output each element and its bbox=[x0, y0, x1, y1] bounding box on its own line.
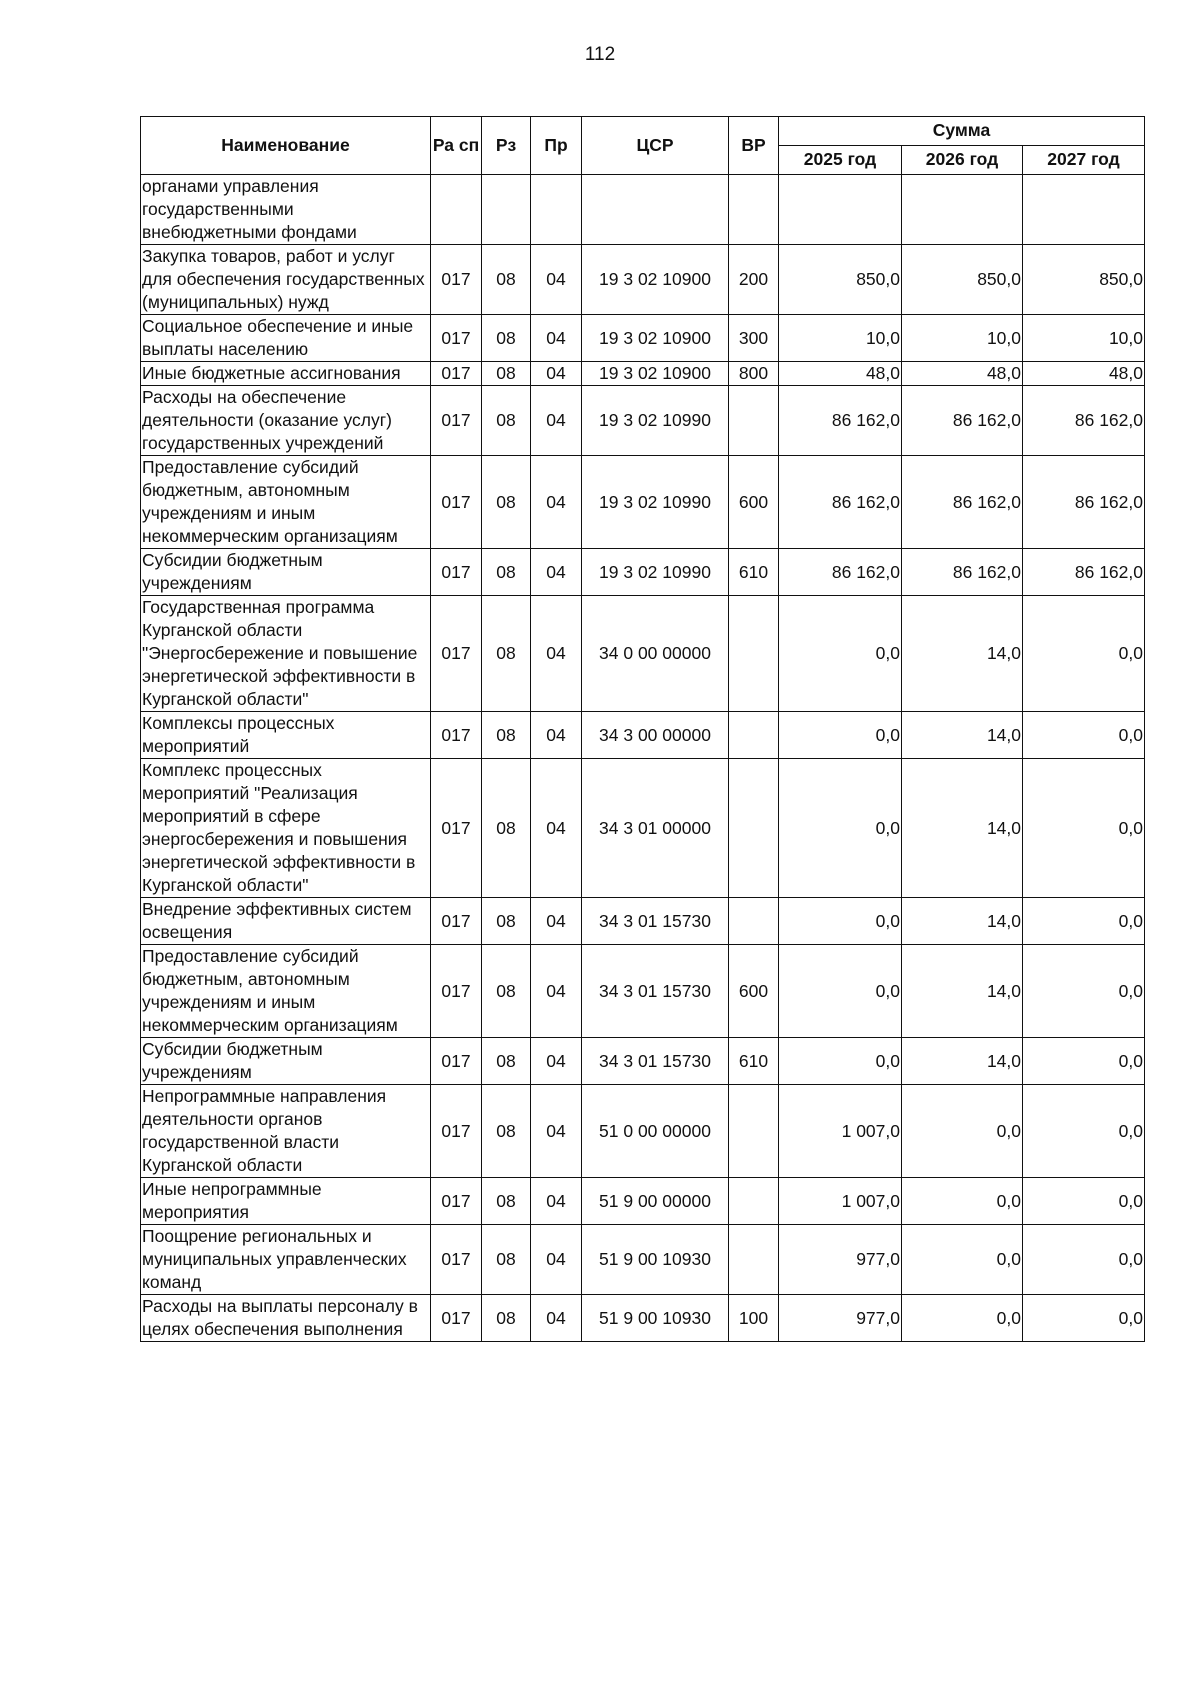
cell-name: Иные бюджетные ассигнования bbox=[141, 362, 431, 386]
cell-amount-2026 bbox=[902, 175, 1023, 245]
cell-amount-2026: 14,0 bbox=[902, 1038, 1023, 1085]
cell-pr: 04 bbox=[531, 596, 582, 712]
cell-amount-2025: 0,0 bbox=[779, 898, 902, 945]
cell-csr: 34 0 00 00000 bbox=[582, 596, 729, 712]
cell-csr: 51 9 00 00000 bbox=[582, 1178, 729, 1225]
cell-amount-2025: 86 162,0 bbox=[779, 549, 902, 596]
cell-amount-2025: 0,0 bbox=[779, 759, 902, 898]
cell-amount-2026: 0,0 bbox=[902, 1085, 1023, 1178]
cell-amount-2027: 86 162,0 bbox=[1023, 549, 1145, 596]
cell-name: Социальное обеспечение и иные выплаты населению bbox=[141, 315, 431, 362]
cell-amount-2026: 0,0 bbox=[902, 1225, 1023, 1295]
cell-amount-2027: 0,0 bbox=[1023, 898, 1145, 945]
cell-amount-2025: 86 162,0 bbox=[779, 456, 902, 549]
cell-vr bbox=[729, 1225, 779, 1295]
cell-rasp: 017 bbox=[431, 1178, 482, 1225]
cell-pr bbox=[531, 175, 582, 245]
cell-amount-2027: 86 162,0 bbox=[1023, 386, 1145, 456]
cell-name: Внедрение эффективных систем освещения bbox=[141, 898, 431, 945]
cell-amount-2027: 0,0 bbox=[1023, 1178, 1145, 1225]
cell-csr: 51 9 00 10930 bbox=[582, 1225, 729, 1295]
cell-amount-2027: 0,0 bbox=[1023, 1085, 1145, 1178]
header-year-2026: 2026 год bbox=[902, 146, 1023, 175]
header-name: Наименование bbox=[141, 117, 431, 175]
cell-amount-2025: 850,0 bbox=[779, 245, 902, 315]
cell-amount-2025: 48,0 bbox=[779, 362, 902, 386]
table-row bbox=[141, 175, 1145, 245]
cell-name: Непрограммные направления деятельности органов государственной власти Курганской области bbox=[141, 1085, 431, 1178]
cell-rz: 08 bbox=[482, 1178, 531, 1225]
cell-csr: 34 3 00 00000 bbox=[582, 712, 729, 759]
cell-csr: 34 3 01 15730 bbox=[582, 898, 729, 945]
cell-amount-2025: 0,0 bbox=[779, 1038, 902, 1085]
cell-rz: 08 bbox=[482, 898, 531, 945]
header-vr: ВР bbox=[729, 117, 779, 175]
cell-amount-2026: 86 162,0 bbox=[902, 549, 1023, 596]
cell-rz: 08 bbox=[482, 315, 531, 362]
cell-name: Закупка товаров, работ и услуг для обеспечения государственных (муниципальных) нужд bbox=[141, 245, 431, 315]
header-rasp: Ра сп bbox=[431, 117, 482, 175]
table-row bbox=[141, 1085, 1145, 1178]
cell-rasp: 017 bbox=[431, 712, 482, 759]
cell-vr: 300 bbox=[729, 315, 779, 362]
header-csr: ЦСР bbox=[582, 117, 729, 175]
table-body bbox=[141, 175, 1145, 1342]
cell-pr: 04 bbox=[531, 245, 582, 315]
cell-csr: 19 3 02 10990 bbox=[582, 549, 729, 596]
table-row bbox=[141, 1038, 1145, 1085]
cell-amount-2026: 14,0 bbox=[902, 898, 1023, 945]
cell-amount-2027: 0,0 bbox=[1023, 759, 1145, 898]
cell-name: Расходы на выплаты персоналу в целях обеспечения выполнения bbox=[141, 1295, 431, 1342]
cell-rz: 08 bbox=[482, 362, 531, 386]
cell-rasp: 017 bbox=[431, 1295, 482, 1342]
header-rz: Рз bbox=[482, 117, 531, 175]
cell-pr: 04 bbox=[531, 1038, 582, 1085]
cell-rz: 08 bbox=[482, 759, 531, 898]
cell-amount-2025: 0,0 bbox=[779, 945, 902, 1038]
cell-rasp: 017 bbox=[431, 596, 482, 712]
cell-rasp: 017 bbox=[431, 1038, 482, 1085]
cell-amount-2025 bbox=[779, 175, 902, 245]
cell-vr: 600 bbox=[729, 456, 779, 549]
cell-vr: 800 bbox=[729, 362, 779, 386]
table-row bbox=[141, 898, 1145, 945]
cell-rasp: 017 bbox=[431, 759, 482, 898]
cell-amount-2027: 0,0 bbox=[1023, 1295, 1145, 1342]
cell-rz bbox=[482, 175, 531, 245]
table-row bbox=[141, 1295, 1145, 1342]
cell-rasp: 017 bbox=[431, 245, 482, 315]
header-pr: Пр bbox=[531, 117, 582, 175]
cell-amount-2027 bbox=[1023, 175, 1145, 245]
cell-amount-2025: 977,0 bbox=[779, 1225, 902, 1295]
cell-csr: 19 3 02 10990 bbox=[582, 386, 729, 456]
budget-table bbox=[140, 116, 1145, 1342]
cell-vr: 610 bbox=[729, 1038, 779, 1085]
table-row bbox=[141, 1178, 1145, 1225]
cell-amount-2026: 14,0 bbox=[902, 759, 1023, 898]
cell-amount-2027: 0,0 bbox=[1023, 712, 1145, 759]
table-row bbox=[141, 945, 1145, 1038]
cell-amount-2027: 0,0 bbox=[1023, 1225, 1145, 1295]
table-row bbox=[141, 315, 1145, 362]
cell-name: Комплексы процессных мероприятий bbox=[141, 712, 431, 759]
table-row bbox=[141, 245, 1145, 315]
cell-csr: 19 3 02 10990 bbox=[582, 456, 729, 549]
cell-amount-2025: 0,0 bbox=[779, 596, 902, 712]
cell-vr bbox=[729, 1085, 779, 1178]
cell-name: Комплекс процессных мероприятий "Реализация мероприятий в сфере энергосбережения и повышения энергетической эффективности в Курганской области" bbox=[141, 759, 431, 898]
cell-pr: 04 bbox=[531, 945, 582, 1038]
cell-csr: 34 3 01 00000 bbox=[582, 759, 729, 898]
cell-csr bbox=[582, 175, 729, 245]
cell-name: Предоставление субсидий бюджетным, автономным учреждениям и иным некоммерческим организациям bbox=[141, 945, 431, 1038]
cell-rz: 08 bbox=[482, 712, 531, 759]
cell-amount-2027: 0,0 bbox=[1023, 1038, 1145, 1085]
cell-vr bbox=[729, 759, 779, 898]
table-header bbox=[141, 117, 1145, 175]
cell-name: Поощрение региональных и муниципальных управленческих команд bbox=[141, 1225, 431, 1295]
cell-rasp: 017 bbox=[431, 315, 482, 362]
cell-vr bbox=[729, 175, 779, 245]
cell-amount-2026: 14,0 bbox=[902, 712, 1023, 759]
table-row bbox=[141, 549, 1145, 596]
cell-name: Иные непрограммные мероприятия bbox=[141, 1178, 431, 1225]
cell-pr: 04 bbox=[531, 712, 582, 759]
cell-amount-2025: 977,0 bbox=[779, 1295, 902, 1342]
table-row bbox=[141, 362, 1145, 386]
cell-rasp: 017 bbox=[431, 362, 482, 386]
cell-rasp bbox=[431, 175, 482, 245]
cell-csr: 34 3 01 15730 bbox=[582, 945, 729, 1038]
cell-name: Предоставление субсидий бюджетным, автономным учреждениям и иным некоммерческим организациям bbox=[141, 456, 431, 549]
cell-pr: 04 bbox=[531, 456, 582, 549]
cell-csr: 19 3 02 10900 bbox=[582, 362, 729, 386]
cell-pr: 04 bbox=[531, 386, 582, 456]
cell-rz: 08 bbox=[482, 1225, 531, 1295]
cell-amount-2027: 850,0 bbox=[1023, 245, 1145, 315]
cell-rasp: 017 bbox=[431, 1085, 482, 1178]
cell-rz: 08 bbox=[482, 596, 531, 712]
cell-pr: 04 bbox=[531, 1178, 582, 1225]
cell-rasp: 017 bbox=[431, 386, 482, 456]
header-sum: Сумма bbox=[779, 117, 1145, 146]
cell-amount-2027: 0,0 bbox=[1023, 945, 1145, 1038]
cell-amount-2026: 86 162,0 bbox=[902, 456, 1023, 549]
page-number: 112 bbox=[584, 44, 616, 65]
cell-pr: 04 bbox=[531, 549, 582, 596]
cell-rz: 08 bbox=[482, 456, 531, 549]
cell-amount-2025: 1 007,0 bbox=[779, 1085, 902, 1178]
cell-rasp: 017 bbox=[431, 898, 482, 945]
cell-vr bbox=[729, 386, 779, 456]
table-row bbox=[141, 759, 1145, 898]
header-year-2027: 2027 год bbox=[1023, 146, 1145, 175]
cell-rz: 08 bbox=[482, 1085, 531, 1178]
cell-rz: 08 bbox=[482, 1295, 531, 1342]
cell-vr: 610 bbox=[729, 549, 779, 596]
cell-amount-2027: 48,0 bbox=[1023, 362, 1145, 386]
cell-amount-2026: 0,0 bbox=[902, 1295, 1023, 1342]
cell-name: Субсидии бюджетным учреждениям bbox=[141, 549, 431, 596]
header-year-2025: 2025 год bbox=[779, 146, 902, 175]
table-row bbox=[141, 456, 1145, 549]
cell-amount-2025: 1 007,0 bbox=[779, 1178, 902, 1225]
cell-vr bbox=[729, 1178, 779, 1225]
cell-rz: 08 bbox=[482, 386, 531, 456]
cell-vr: 600 bbox=[729, 945, 779, 1038]
cell-csr: 19 3 02 10900 bbox=[582, 315, 729, 362]
cell-pr: 04 bbox=[531, 1295, 582, 1342]
cell-rz: 08 bbox=[482, 245, 531, 315]
cell-amount-2027: 86 162,0 bbox=[1023, 456, 1145, 549]
cell-csr: 51 9 00 10930 bbox=[582, 1295, 729, 1342]
cell-pr: 04 bbox=[531, 898, 582, 945]
cell-amount-2025: 10,0 bbox=[779, 315, 902, 362]
cell-vr: 100 bbox=[729, 1295, 779, 1342]
cell-vr bbox=[729, 596, 779, 712]
cell-rasp: 017 bbox=[431, 549, 482, 596]
cell-csr: 19 3 02 10900 bbox=[582, 245, 729, 315]
cell-name: Расходы на обеспечение деятельности (оказание услуг) государственных учреждений bbox=[141, 386, 431, 456]
cell-amount-2026: 86 162,0 bbox=[902, 386, 1023, 456]
cell-amount-2027: 0,0 bbox=[1023, 596, 1145, 712]
cell-pr: 04 bbox=[531, 315, 582, 362]
cell-amount-2026: 10,0 bbox=[902, 315, 1023, 362]
cell-amount-2026: 850,0 bbox=[902, 245, 1023, 315]
table-row bbox=[141, 386, 1145, 456]
cell-pr: 04 bbox=[531, 362, 582, 386]
table-row bbox=[141, 712, 1145, 759]
cell-vr bbox=[729, 898, 779, 945]
table-row bbox=[141, 1225, 1145, 1295]
cell-name: органами управления государственными внебюджетными фондами bbox=[141, 175, 431, 245]
cell-rz: 08 bbox=[482, 945, 531, 1038]
cell-vr bbox=[729, 712, 779, 759]
cell-rasp: 017 bbox=[431, 456, 482, 549]
cell-name: Субсидии бюджетным учреждениям bbox=[141, 1038, 431, 1085]
cell-csr: 34 3 01 15730 bbox=[582, 1038, 729, 1085]
cell-csr: 51 0 00 00000 bbox=[582, 1085, 729, 1178]
cell-amount-2025: 86 162,0 bbox=[779, 386, 902, 456]
cell-pr: 04 bbox=[531, 1225, 582, 1295]
cell-pr: 04 bbox=[531, 759, 582, 898]
cell-rasp: 017 bbox=[431, 1225, 482, 1295]
cell-amount-2026: 0,0 bbox=[902, 1178, 1023, 1225]
cell-amount-2026: 14,0 bbox=[902, 596, 1023, 712]
cell-amount-2025: 0,0 bbox=[779, 712, 902, 759]
table-row bbox=[141, 596, 1145, 712]
cell-rz: 08 bbox=[482, 1038, 531, 1085]
cell-pr: 04 bbox=[531, 1085, 582, 1178]
cell-amount-2027: 10,0 bbox=[1023, 315, 1145, 362]
cell-amount-2026: 48,0 bbox=[902, 362, 1023, 386]
cell-rz: 08 bbox=[482, 549, 531, 596]
cell-name: Государственная программа Курганской области "Энергосбережение и повышение энергетической эффективности в Курганской области" bbox=[141, 596, 431, 712]
cell-amount-2026: 14,0 bbox=[902, 945, 1023, 1038]
cell-rasp: 017 bbox=[431, 945, 482, 1038]
cell-vr: 200 bbox=[729, 245, 779, 315]
